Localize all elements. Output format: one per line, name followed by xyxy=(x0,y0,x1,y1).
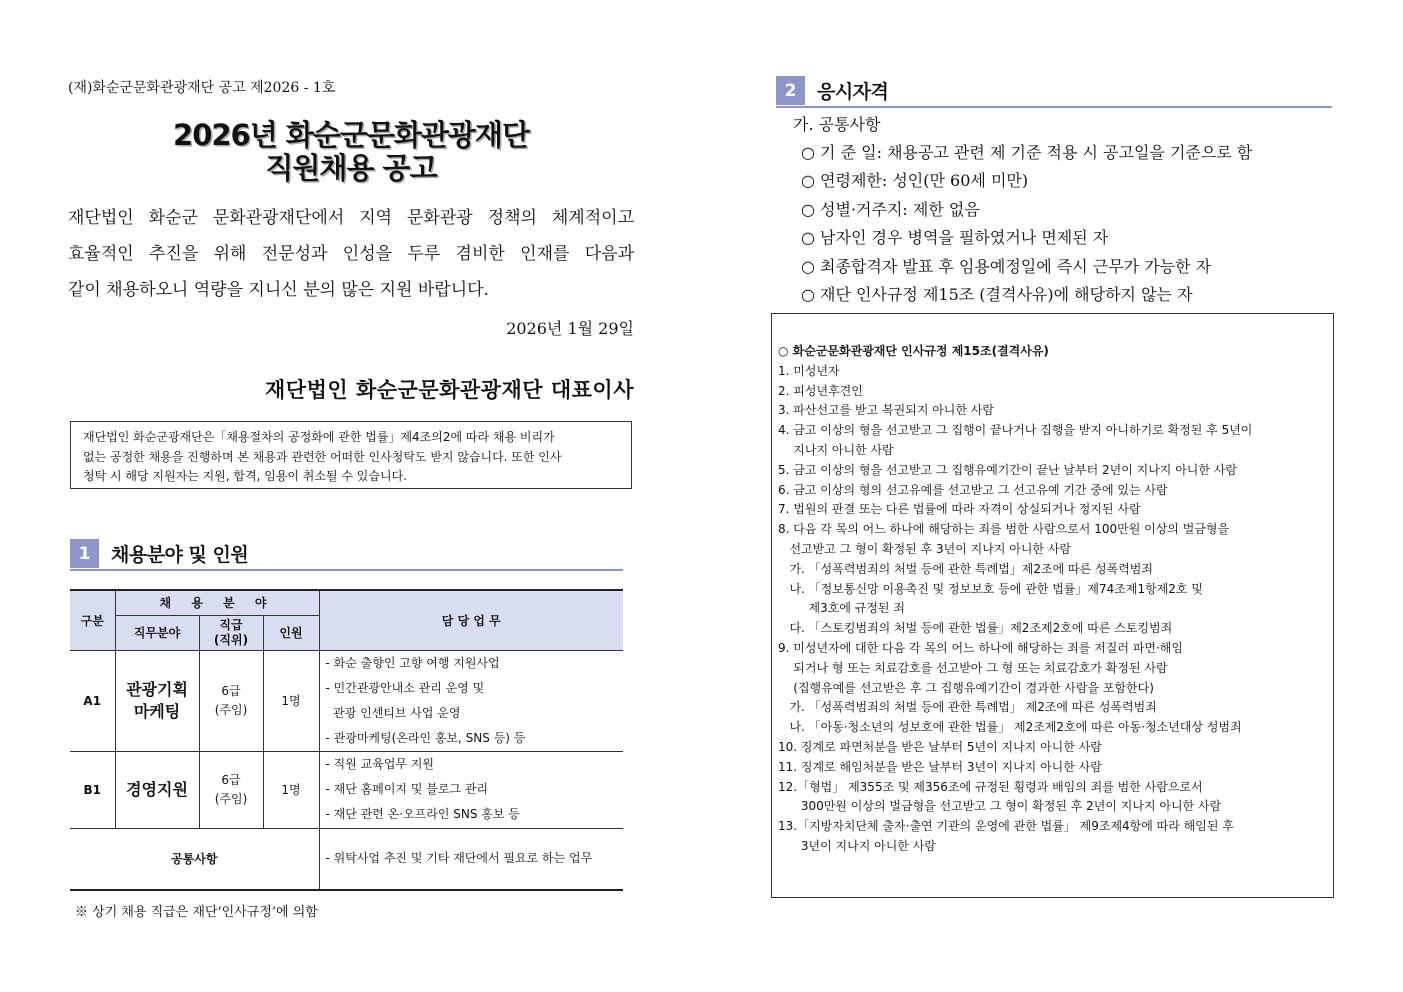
rule-item: 나. 「아동·청소년의 성보호에 관한 법률」 제2조제2호에 따른 아동·청소년대상 성범죄 xyxy=(778,720,1242,735)
duty-item: - 화순 출향인 고향 여행 지원사업 xyxy=(325,655,500,670)
qualification-item: ○ 최종합격자 발표 후 임용예정일에 즉시 근무가 가능한 자 xyxy=(801,256,1212,276)
duty-item: - 재단 관련 온·오프라인 SNS 홍보 등 xyxy=(325,807,520,821)
row-duties xyxy=(319,650,623,751)
duty-item: 관광 인센티브 사업 운영 xyxy=(325,705,461,720)
page-title-line2: 직원채용 공고 xyxy=(265,151,437,185)
qualification-list xyxy=(801,139,1252,309)
qualification-item: ○ 연령제한: 성인(만 60세 미만) xyxy=(801,171,1029,191)
table-row xyxy=(70,751,623,828)
row-code: A1 xyxy=(70,650,115,751)
row-count: 1명 xyxy=(263,751,319,828)
section-number: 2 xyxy=(776,76,805,105)
intro-paragraph xyxy=(68,200,634,308)
header-count: 인원 xyxy=(263,615,319,650)
rule-item: 10. 징계로 파면처분을 받은 날부터 5년이 지나지 아니한 사람 xyxy=(778,739,1102,754)
duty-item: - 직원 교육업무 지원 xyxy=(325,757,435,771)
rule-item: 가. 「성폭력범죄의 처벌 등에 관한 특례법」 제2조에 따른 성폭력범죄 xyxy=(778,700,1157,715)
row-field: 관광기획 마케팅 xyxy=(115,650,199,751)
common-duty: - 위탁사업 추진 및 기타 재단에서 필요로 하는 업무 xyxy=(319,828,623,890)
rule-item: 300만원 이상의 벌금형을 선고받고 그 형이 확정된 후 2년이 지나지 아니한 사람 xyxy=(778,799,1222,814)
disqualification-rules-box xyxy=(771,313,1334,898)
duty-item: - 관광마케팅(온라인 홍보, SNS 등) 등 xyxy=(325,730,526,745)
table-row xyxy=(70,650,623,751)
qualification-item: ○ 남자인 경우 병역을 필하였거나 면제된 자 xyxy=(801,228,1109,248)
duty-item: - 민간관광안내소 관리 운영 및 xyxy=(325,680,485,695)
rule-item: 되거나 형 또는 치료감호를 선고받아 그 형 또는 치료감호가 확정된 사람 xyxy=(778,660,1168,675)
rule-item: 6. 금고 이상의 형의 선고유예를 선고받고 그 선고유예 기간 중에 있는 사람 xyxy=(778,482,1168,497)
rule-item: 제3호에 규정된 죄 xyxy=(778,601,905,616)
row-grade: 6급 (주임) xyxy=(199,751,263,828)
intro-line: 같이 채용하오니 역량을 지니신 분의 많은 지원 바랍니다. xyxy=(68,280,489,300)
fair-hiring-notice-box xyxy=(70,421,632,489)
intro-line: 효율적인 추진을 위해 전문성과 인성을 두루 겸비한 인재를 다음과 xyxy=(68,244,634,264)
header-duties: 담 당 업 무 xyxy=(319,590,623,650)
jobs-table xyxy=(70,589,623,891)
rule-item: 11. 징계로 해임처분을 받은 날부터 3년이 지나지 아니한 사람 xyxy=(778,759,1102,774)
rule-item: 나. 「정보통신망 이용촉진 및 정보보호 등에 관한 법률」제74조제1항제2호 및 xyxy=(778,581,1203,596)
rule-item: 8. 다음 각 목의 어느 하나에 해당하는 죄를 범한 사람으로서 100만원 이상의 벌금형을 xyxy=(778,522,1230,537)
rule-item: 1. 미성년자 xyxy=(778,363,840,378)
section-divider xyxy=(70,569,623,571)
qualification-item: ○ 기 준 일: 채용공고 관련 제 기준 적용 시 공고일을 기준으로 함 xyxy=(801,143,1253,162)
notice-line: 청탁 시 해당 지원자는 지원, 합격, 임용이 취소될 수 있습니다. xyxy=(83,469,407,483)
row-grade: 6급 (주임) xyxy=(199,650,263,751)
notice-date: 2026년 1월 29일 xyxy=(506,319,634,338)
rule-item: 3년이 지나지 아니한 사람 xyxy=(778,838,936,853)
rule-item: 2. 피성년후견인 xyxy=(778,383,863,398)
notice-line: 없는 공정한 채용을 진행하며 본 채용과 관련한 어떠한 인사청탁도 받지 않습니다. 또한 인사 xyxy=(83,449,562,464)
rule-item: 9. 미성년자에 대한 다음 각 목의 어느 하나에 해당하는 죄를 저질러 파면·해임 xyxy=(778,640,1183,655)
row-duties xyxy=(319,751,623,828)
rules-title: ○ 화순군문화관광재단 인사규정 제15조(결격사유) xyxy=(778,344,1049,358)
qualification-item: ○ 성별·거주지: 제한 없음 xyxy=(801,199,980,219)
header-field: 직무분야 xyxy=(115,615,199,650)
footnote: ※ 상기 채용 직급은 재단‘인사규정’에 의함 xyxy=(75,905,318,920)
row-field: 경영지원 xyxy=(115,751,199,828)
header-division: 구분 xyxy=(70,590,115,650)
rule-item: 선고받고 그 형이 확정된 후 3년이 지나지 아니한 사람 xyxy=(778,541,1072,556)
section-title: 응시자격 xyxy=(817,81,889,103)
rule-item: 4. 금고 이상의 형을 선고받고 그 집행이 끝나거나 집행을 받지 아니하기로 확정된 후 5년이 xyxy=(778,423,1253,438)
section-2-header xyxy=(776,76,1332,108)
rule-item: 5. 금고 이상의 형을 선고받고 그 집행유예기간이 끝난 날부터 2년이 지나지 아니한 사람 xyxy=(778,462,1237,477)
row-code: B1 xyxy=(70,751,115,828)
rule-item: 7. 법원의 판결 또는 다른 법률에 따라 자격이 상실되거나 정지된 사람 xyxy=(778,502,1141,517)
intro-line: 재단법인 화순군 문화관광재단에서 지역 문화관광 정책의 체계적이고 xyxy=(68,208,634,228)
rule-item: 지나지 아니한 사람 xyxy=(778,442,894,457)
row-count: 1명 xyxy=(263,650,319,751)
rule-item: 3. 파산선고를 받고 복권되지 아니한 사람 xyxy=(778,403,994,418)
issuer-name: 재단법인 화순군문화관광재단 대표이사 xyxy=(265,377,634,402)
section-number: 1 xyxy=(70,539,99,568)
notice-line: 재단법인 화순군광재단은「채용절차의 공정화에 관한 법률」제4조의2에 따라 채용 비리가 xyxy=(83,430,555,444)
section-1-header xyxy=(70,539,623,571)
page-title-line1: 2026년 화순군문화관광재단 xyxy=(173,118,529,152)
subsection-common: 가. 공통사항 xyxy=(793,115,881,134)
table-row-common xyxy=(70,828,623,890)
duty-item: - 재단 홈페이지 및 블로그 관리 xyxy=(325,782,489,796)
common-label: 공통사항 xyxy=(70,828,319,890)
header-field-group: 채 용 분 야 xyxy=(115,590,319,615)
section-title: 채용분야 및 인원 xyxy=(111,544,249,566)
rule-item: 다. 「스토킹범죄의 처벌 등에 관한 법률」제2조제2호에 따른 스토킹범죄 xyxy=(778,621,1173,636)
rule-item: 13.「지방자치단체 출자·출연 기관의 운영에 관한 법률」 제9조제4항에 따라 해임된 후 xyxy=(778,819,1234,834)
header-grade: 직급 (직위) xyxy=(199,615,263,650)
rule-item: 12.「형법」 제355조 및 제356조에 규정된 횡령과 배임의 죄를 범한 사람으로서 xyxy=(778,779,1203,794)
qualification-item: ○ 재단 인사규정 제15조 (결격사유)에 해당하지 않는 자 xyxy=(801,285,1193,305)
section-divider xyxy=(776,106,1332,108)
notice-number: (재)화순군문화관광재단 공고 제2026 - 1호 xyxy=(68,80,336,96)
rules-list xyxy=(778,362,1327,857)
rule-item: 가. 「성폭력범죄의 처벌 등에 관한 특례법」제2조에 따른 성폭력범죄 xyxy=(778,561,1153,576)
rule-item: (집행유예를 선고받은 후 그 집행유예기간이 경과한 사람을 포함한다) xyxy=(778,680,1154,695)
